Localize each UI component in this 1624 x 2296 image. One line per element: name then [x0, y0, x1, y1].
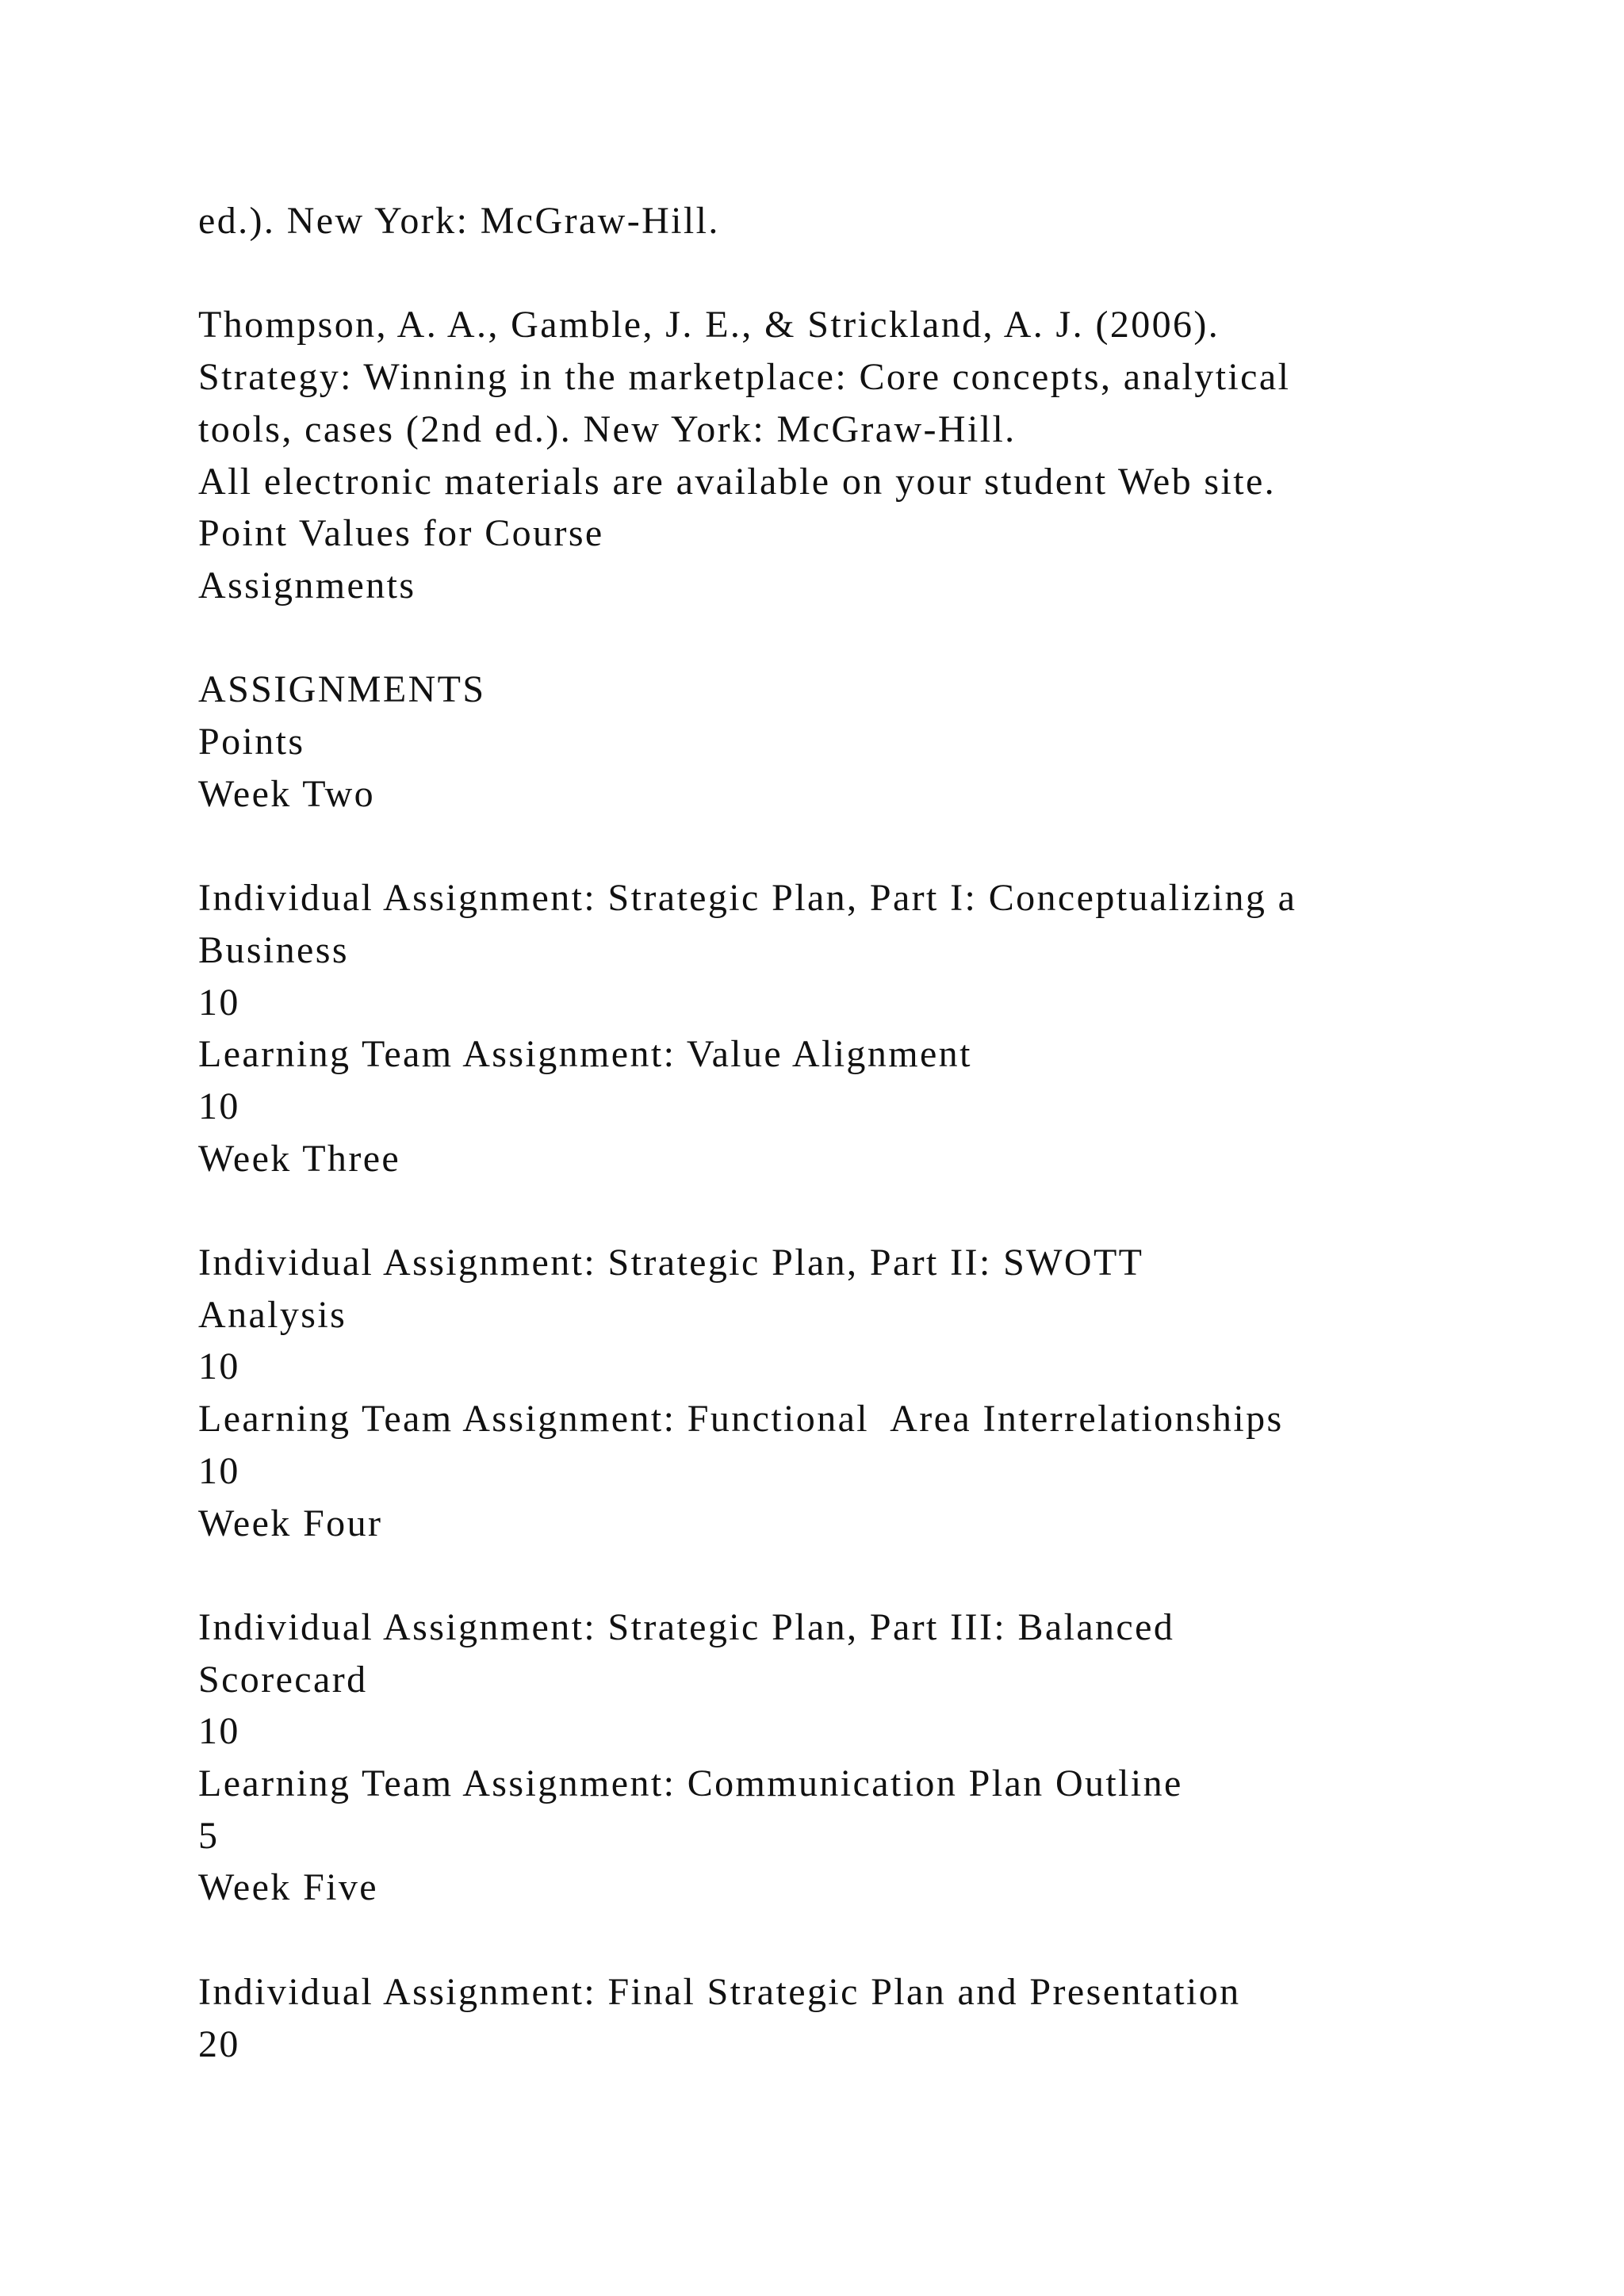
- table-header: Points: [198, 721, 305, 763]
- assignment-title: Learning Team Assignment: Communication Plan Outline: [198, 1762, 1183, 1805]
- assignment-points: 5: [198, 1814, 220, 1857]
- section-heading: Assignments: [198, 564, 416, 607]
- table-header: ASSIGNMENTS: [198, 668, 486, 711]
- assignment-title: Scorecard: [198, 1658, 368, 1701]
- assignment-points: 10: [198, 1085, 240, 1127]
- assignment-title: Learning Team Assignment: Functional Area Interrelationships: [198, 1398, 1284, 1441]
- text-line: Thompson, A. A., Gamble, J. E., & Strickland, A. J. (2006).: [198, 304, 1220, 346]
- blank-line: [198, 1184, 1507, 1237]
- week-label: Week Two: [198, 772, 376, 815]
- assignment-title: Learning Team Assignment: Value Alignment: [198, 1033, 972, 1076]
- blank-line: [198, 820, 1507, 872]
- assignment-title: Individual Assignment: Strategic Plan, Part III: Balanced: [198, 1605, 1175, 1648]
- week-label: Week Four: [198, 1502, 383, 1544]
- assignment-points: 10: [198, 981, 240, 1024]
- week-label: Week Three: [198, 1137, 401, 1180]
- blank-line: [198, 612, 1507, 664]
- text-line: ed.). New York: McGraw-Hill.: [198, 200, 720, 242]
- blank-line: [198, 247, 1507, 300]
- assignment-title: Individual Assignment: Strategic Plan, Part II: SWOTT: [198, 1242, 1144, 1284]
- assignment-points: 10: [198, 1449, 240, 1492]
- document-body: [198, 195, 1507, 2070]
- blank-line: [198, 1549, 1507, 1601]
- assignment-points: 10: [198, 1710, 240, 1753]
- assignment-title: Analysis: [198, 1293, 347, 1336]
- assignment-title: Individual Assignment: Final Strategic Plan and Presentation: [198, 1970, 1241, 2013]
- text-line: Strategy: Winning in the marketplace: Core concepts, analytical: [198, 356, 1291, 399]
- text-line: tools, cases (2nd ed.). New York: McGraw-Hill.: [198, 408, 1017, 450]
- assignment-points: 20: [198, 2022, 240, 2065]
- assignment-points: 10: [198, 1345, 240, 1388]
- section-heading: Point Values for Course: [198, 512, 604, 555]
- week-label: Week Five: [198, 1866, 379, 1909]
- text-line: All electronic materials are available on your student Web site.: [198, 460, 1277, 503]
- assignment-title: Individual Assignment: Strategic Plan, Part I: Conceptualizing a: [198, 877, 1297, 920]
- blank-line: [198, 1914, 1507, 1966]
- assignment-title: Business: [198, 928, 349, 971]
